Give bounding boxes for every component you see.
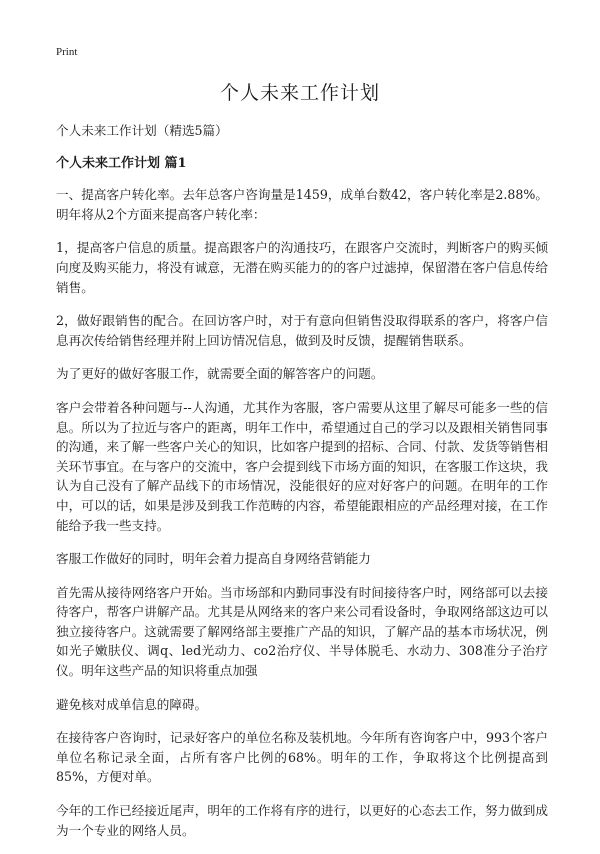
paragraph-7: 首先需从接待网络客户开始。当市场部和内勤同事没有时间接待客户时，网络部可以去接待客户，帮客户讲解产品。尤其是从网络来的客户来公司看设备时，争取网络部这边可以独立接待客户。这就需要了解网络部主要推广产品的知识，了解产品的基本市场状况，例如光子嫩肤仪、调q、led光动力、co2治疗仪、半导体脱毛、水动力、308准分子治疗仪。明年这些产品的知识将重点加强 <box>56 584 548 679</box>
paragraph-10: 今年的工作已经接近尾声，明年的工作将有序的进行，以更好的心态去工作，努力做到成为一个专业的网络人员。 <box>56 803 548 838</box>
document-subtitle: 个人未来工作计划（精选5篇） <box>56 123 228 138</box>
paragraph-4: 为了更好的做好客服工作，就需要全面的解答客户的问题。 <box>56 366 384 382</box>
paragraph-8: 避免核对成单信息的障碍。 <box>56 696 208 712</box>
paragraph-2: 1，提高客户信息的质量。提高跟客户的沟通技巧，在跟客户交流时，判断客户的购买倾向度及购买能力，将没有诚意，无潜在购买能力的的客户过滤掉，保留潜在客户信息传给销售。 <box>56 240 548 295</box>
print-label[interactable]: Print <box>56 46 78 58</box>
paragraph-5: 客户会带着各种问题与--人沟通，尤其作为客服，客户需要从这里了解尽可能多一些的信息。所以为了拉近与客户的距离，明年工作中，希望通过自己的学习以及跟相关销售同事的沟通，来了解一些客户关心的知识，比如客户提到的招标、合同、付款、发货等销售相关环节事宜。在与客户的交流中，客户会提到线下市场方面的知识，在客服工作这块，我认为自己没有了解产品线下的市场情况，没能很好的应对好客户的问题。在明年的工作中，可以的话，如果是涉及到我工作范畴的内容，希望能跟相应的产品经理对接，在工作能给予我一些支持。 <box>56 399 548 533</box>
paragraph-6: 客服工作做好的同时，明年会着力提高自身网络营销能力 <box>56 551 371 567</box>
document-body <box>56 121 548 854</box>
paragraph-3: 2，做好跟销售的配合。在回访客户时，对于有意向但销售没取得联系的客户，将客户信息再次传给销售经理并附上回访情况信息，做到及时反馈，提醒销售联系。 <box>56 313 548 348</box>
paragraph-1: 一、提高客户转化率。去年总客户咨询量是1459，成单台数42，客户转化率是2.88%。明年将从2个方面来提高客户转化率： <box>56 187 548 222</box>
document-title: 个人未来工作计划 <box>219 82 380 104</box>
paragraph-9: 在接待客户咨询时，记录好客户的单位名称及装机地。今年所有咨询客户中，993个客户单位名称记录全面，占所有客户比例的68%。明年的工作，争取将这个比例提高到85%，方便对单。 <box>56 730 548 785</box>
section-heading: 个人未来工作计划 篇1 <box>56 155 187 171</box>
